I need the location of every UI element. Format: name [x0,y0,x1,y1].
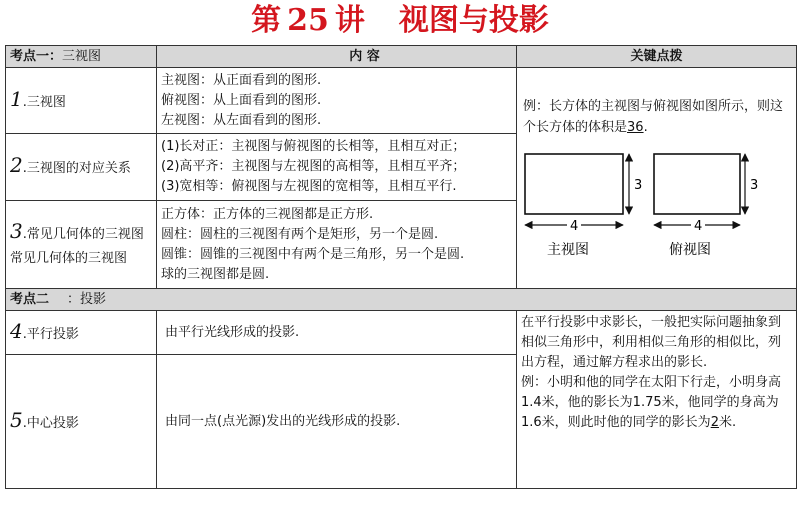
title-number: 25 [287,3,329,38]
top-view-diagram [654,154,758,258]
front-view-rect [525,154,623,214]
top-width-label: 4 [694,219,703,234]
content-line: (3)宽相等：俯视图与左视图的宽相等，且相互平行. [161,179,457,194]
section2-label: 考点二 [10,291,50,307]
row-label [6,134,157,201]
title-topic: 视图与投影 [398,3,549,38]
row-content: 由平行光线形成的投影. [157,311,517,355]
page-title [0,0,800,42]
row-number: 3 [10,218,23,243]
section2-header-row [6,289,797,311]
summary-table [5,45,797,489]
section1-header [6,46,157,68]
content-line: (1)长对正：主视图与俯视图的长相等，且相互对正； [161,139,466,154]
top-view-rect [654,154,740,214]
top-height-label: 3 [750,178,759,193]
content-line: 正方体：正方体的三视图都是正方形. [161,206,374,222]
table-header-row [6,46,797,68]
row-label [6,201,157,289]
projection-note: 在平行投影中求影长，一般把实际问题抽象到相似三角形中，利用相似三角形的相似比，列出方程，通过解方程求出的影长. [521,315,782,370]
content-line: 圆柱：圆柱的三视图有两个是矩形，另一个是圆. [161,226,439,242]
example-cell [517,68,797,289]
example-text: 例：长方体的主视图与俯视图如图所示，则这个长方体的体积是36. [523,99,784,135]
content-header: 内 容 [157,46,517,68]
top-view-label: 俯视图 [669,242,711,258]
table-row [6,68,797,134]
views-diagram [517,142,796,272]
content-line: 俯视图：从上面看到的图形. [161,92,322,108]
content-line: 球的三视图都是圆. [161,266,270,282]
row-content [157,201,517,289]
row-content [157,134,517,201]
projection-note-cell [517,311,797,489]
row-label [6,68,157,134]
row-title: .常见几何体的三视图常见几何体的三视图 [10,226,144,266]
row-title: .三视图的对应关系 [22,161,131,176]
front-height-label: 3 [634,178,643,193]
projection-answer: 2 [710,415,719,430]
section1-name: 三视图 [62,48,102,64]
row-title: .三视图 [22,94,66,110]
row-number: 2 [10,153,23,177]
row-title: .平行投影 [22,326,79,342]
content-line: (2)高平齐：主视图与左视图的高相等，且相互平齐； [161,159,466,174]
content-line: 圆锥：圆锥的三视图中有两个是三角形，另一个是圆. [161,246,465,262]
title-middle: 讲 [334,3,365,38]
row-number: 4 [10,318,23,343]
key-points-header: 关键点拨 [517,46,797,68]
section1-label: 考点一： [10,48,63,64]
section2-name: ：投影 [67,291,107,307]
row-content [157,68,517,134]
row-number: 5 [10,407,23,432]
content-line: 左视图：从左面看到的图形. [161,112,322,128]
front-width-label: 4 [570,219,579,234]
table-row [6,311,797,355]
content-line: 主视图：从正面看到的图形. [161,72,322,88]
title-prefix: 第 [251,3,282,38]
row-label [6,311,157,355]
front-view-diagram [525,154,642,258]
row-label [6,355,157,489]
section2-header [6,289,797,311]
front-view-label: 主视图 [547,242,589,258]
row-title: .中心投影 [22,415,79,431]
row-content: 由同一点(点光源)发出的光线形成的投影. [157,355,517,489]
projection-example: 例：小明和他的同学在太阳下行走，小明身高1.4米，他的影长为1.75米，他同学的身高为1.6米，则此时他的同学的影长为2米. [521,375,782,430]
row-number: 1 [10,86,23,111]
example-answer: 36 [627,120,644,135]
